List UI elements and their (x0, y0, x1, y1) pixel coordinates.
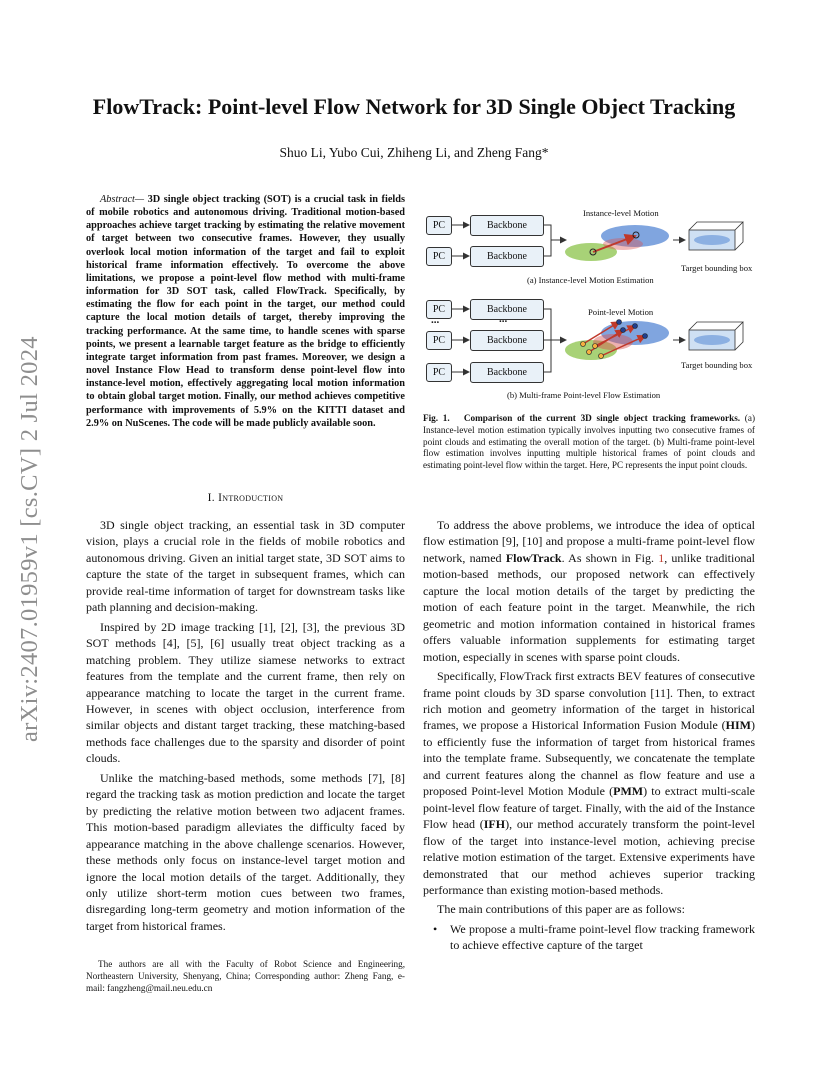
p5-text-d: ), our method accurately transform the point-level flow of the target into instance-level motion, achieving precise relative motion estimation of the target. Extensive experiments have demonstrated that our method achieves superior tracking performance than existing motion-based methods. (423, 817, 755, 897)
backbone-box-b1: Backbone (470, 299, 544, 320)
section-title: Introduction (218, 492, 284, 504)
subfigure-b-caption: (b) Multi-frame Point-level Flow Estimation (507, 390, 661, 400)
pc-box-b1: PC (426, 300, 452, 319)
right-column-text (423, 517, 755, 954)
instance-motion-label: Instance-level Motion (583, 208, 659, 218)
pc-box-a2: PC (426, 247, 452, 266)
p4-text-a: To address the above problems, we introduce the idea of optical flow estimation [9], [10] and propose a multi-frame point-level flow network, named (423, 518, 755, 565)
pc-box-b3: PC (426, 363, 452, 382)
point-motion-pointcloud (565, 320, 669, 361)
left-column-text (86, 517, 405, 937)
p5-text-c: ) to extract multi-scale point-level flow feature of target. Finally, with the aid of the Instance Flow head ( (423, 784, 755, 832)
ellipsis-backbone: ... (499, 313, 508, 325)
target-bbox-a (689, 222, 743, 250)
intro-paragraph-2: Inspired by 2D image tracking [1], [2], [3], the previous 3D SOT methods [4], [5], [6] usually treat object tracking as a matching problem. They utilize siamese networks to extract features from the template and the current frame, then rely on appearance matching to locate the target in the current frame. However, in scenes with object occlusion, interference from similar objects and distant target tracking, these matching-based methods face challenges due to the sparsity and disorder of point clouds. (86, 619, 405, 766)
pc-box-a1: PC (426, 216, 452, 235)
intro-paragraph-5 (423, 668, 755, 898)
contributions-intro: The main contributions of this paper are as follows: (437, 902, 685, 917)
backbone-box-b2: Backbone (470, 330, 544, 351)
caption-text: (a) Instance-level motion estimation typically involves inputting two consecutive frames of point clouds and estimating the overall motion of the target. (b) Multi-frame point-level flow estimation involves inputting multiple historical frames of point clouds and estimating point-level flow within the target. Here, PC represents the input point clouds. (423, 413, 755, 471)
p5-text-a: Specifically, FlowTrack first extracts BEV features of consecutive frame point clouds by 3D sparse convolution [11]. Then, to extract rich motion and geometry information of the target in historical frames, we propose a Historical Information Fusion Module ( (423, 669, 755, 733)
subfigure-a-caption: (a) Instance-level Motion Estimation (527, 275, 654, 285)
backbone-box-a1: Backbone (470, 215, 544, 236)
abstract-text: 3D single object tracking (SOT) is a crucial task in fields of mobile robotics and autonomous driving. Traditional motion-based approaches achieve target tracking by estimating the relative movement of target between two consecutive frames. However, they usually overlook local motion information of the target and fail to exploit historical frame information effectively. To overcome the above limitations, we propose a point-level flow method with multi-frame information for 3D SOT task, called FlowTrack. Specifically, by estimating the flow for each point in the target, our method could capture the local motion details of target, thereby improving the tracking performance. At the same time, to handle scenes with sparse points, we present a learnable target feature as the bridge to efficiently integrate target information from past frames. Moreover, we design a novel Instance Flow Head to transform dense point-level flow into instance-level motion, effectively aggregating local motion information to obtain global target motion. Finally, our method achieves competitive performance with improvements of 5.9% on the KITTI dataset and 2.9% on NuScenes. The code will be made publicly available soon. (86, 194, 405, 429)
author-footnote: The authors are all with the Faculty of Robot Science and Engineering, Northeastern University, Shenyang, China; Corresponding author: Zheng Fang, e-mail: fangzheng@mail.neu.edu.cn (86, 959, 405, 993)
figure-1-caption (423, 413, 755, 472)
intro-paragraph-4 (423, 517, 755, 665)
caption-label: Fig. 1. (423, 413, 450, 423)
figure-1 (423, 200, 755, 405)
p5-text-b: ) to efficiently fuse the information of target from historical frames into the template frame. Subsequently, we concatenate the template and current features along the channel as flow feature and use a proposed Point-level Motion Module ( (423, 718, 755, 799)
bullet-1-text: We propose a multi-frame point-level flow tracking framework to achieve effective capture of the target (450, 921, 755, 953)
author-list: Shuo Li, Yubo Cui, Zhiheng Li, and Zheng Fang* (279, 145, 549, 160)
paper-title: FlowTrack: Point-level Flow Network for 3D Single Object Tracking (92, 94, 736, 119)
ellipsis-pc: ... (431, 314, 440, 326)
bbox-label-a: Target bounding box (681, 263, 753, 273)
instance-motion-pointcloud (565, 225, 669, 261)
abstract-label: Abstract— (100, 194, 145, 205)
contribution-bullet-1 (423, 921, 755, 954)
intro-paragraph-3: Unlike the matching-based methods, some methods [7], [8] regard the tracking task as motion prediction and locate the target by predicting the relative motion between two adjacent frames. This motion-based paradigm alleviates the difficulty faced by appearance matching in the above challenge scenarios. However, these methods only focus on instance-level target motion and ignore the local motion details of the target. Additionally, they only utilize short-term motion cues between two frames, disregarding long-term geometry and motion information of the target from historical frames. (86, 770, 405, 933)
arxiv-identifier: arXiv:2407.01959v1 [cs.CV] 2 Jul 2024 (16, 336, 43, 742)
ifh-acronym: IFH (483, 817, 506, 832)
p4-text-b: . As shown in Fig. (561, 550, 659, 565)
him-acronym: HIM (725, 718, 751, 733)
abstract (86, 193, 405, 430)
bullet-dot: • (433, 921, 438, 936)
p4-text-c: , unlike traditional motion-based methods, our proposed network can effectively capture the local motion details of the target by predicting the motion of each feature point in the target. Meanwhile, the rich geometric and motion information contained in historical frames offers valuable information supplements for estimating target motion, especially in scenes with sparse point clouds. (423, 550, 755, 664)
point-motion-label: Point-level Motion (588, 307, 654, 317)
pmm-acronym: PMM (613, 784, 644, 799)
intro-paragraph-1: 3D single object tracking, an essential task in 3D computer vision, plays a crucial role in the fields of mobile robotics and autonomous driving. Given an initial target state, 3D SOT aims to capture the state of the target in subsequent frames, which can provide real-time information of target for downstream tasks like path planning and decision-making. (86, 518, 405, 615)
backbone-box-a2: Backbone (470, 246, 544, 267)
section-heading (86, 492, 405, 504)
figure-ref-link[interactable]: 1 (658, 550, 665, 565)
flowtrack-name: FlowTrack (505, 550, 562, 565)
pc-box-b2: PC (426, 331, 452, 350)
bbox-label-b: Target bounding box (681, 360, 753, 370)
backbone-box-b3: Backbone (470, 362, 544, 383)
target-bbox-b (689, 322, 743, 350)
section-number: I. (207, 492, 219, 504)
caption-title: Comparison of the current 3D single object tracking frameworks. (463, 413, 741, 423)
